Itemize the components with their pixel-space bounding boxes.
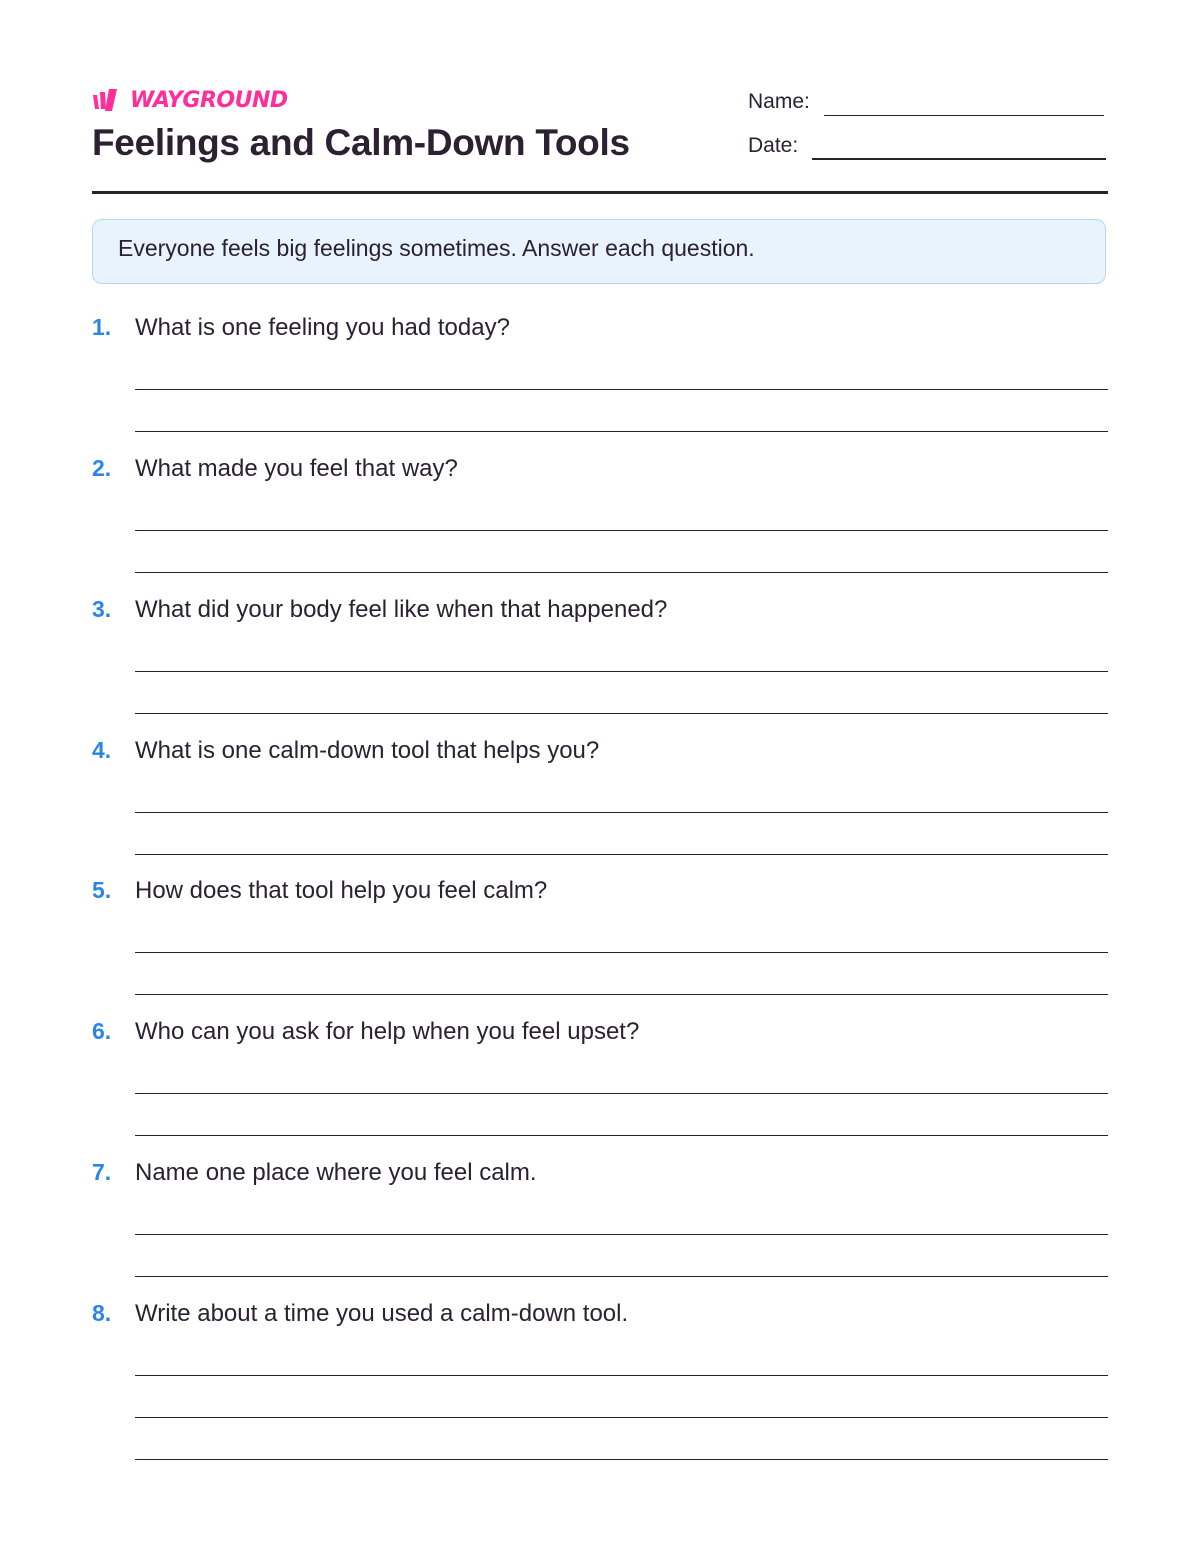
worksheet-page: [92, 0, 1108, 1552]
question-number: 1.: [92, 314, 112, 340]
question-text: What did your body feel like when that happened?: [135, 596, 668, 623]
name-input-line[interactable]: [824, 89, 1104, 116]
question-text: What made you feel that way?: [135, 455, 458, 482]
question-text: What is one calm-down tool that helps you?: [135, 737, 600, 764]
answer-line[interactable]: [135, 952, 1108, 953]
date-input-line[interactable]: [812, 132, 1106, 160]
answer-line[interactable]: [135, 713, 1108, 714]
answer-line[interactable]: [135, 1375, 1108, 1376]
date-field: [748, 132, 1106, 160]
answer-line[interactable]: [135, 812, 1108, 813]
answer-line[interactable]: [135, 1135, 1108, 1136]
answer-line[interactable]: [135, 854, 1108, 855]
question-number: 6.: [92, 1018, 112, 1044]
question-text: How does that tool help you feel calm?: [135, 877, 548, 904]
answer-line[interactable]: [135, 1234, 1108, 1235]
answer-line[interactable]: [135, 1276, 1108, 1277]
answer-line[interactable]: [135, 1093, 1108, 1094]
question-number: 8.: [92, 1300, 112, 1326]
question-number: 4.: [92, 737, 112, 763]
date-label: Date:: [748, 134, 799, 157]
page-title: Feelings and Calm-Down Tools: [92, 122, 630, 163]
instructions-box: [92, 219, 1106, 284]
question-number: 3.: [92, 596, 112, 622]
answer-line[interactable]: [135, 671, 1108, 672]
name-label: Name:: [748, 90, 810, 113]
answer-line[interactable]: [135, 530, 1108, 531]
answer-line[interactable]: [135, 431, 1108, 432]
answer-line[interactable]: [135, 389, 1108, 390]
name-field: [748, 88, 1104, 116]
answer-line[interactable]: [135, 572, 1108, 573]
answer-line[interactable]: [135, 1459, 1108, 1460]
brand-name: WAYGROUND: [130, 87, 288, 113]
question-text: Who can you ask for help when you feel upset?: [135, 1018, 640, 1045]
instructions-text: Everyone feels big feelings sometimes. Answer each question.: [118, 235, 755, 261]
question-text: What is one feeling you had today?: [135, 314, 510, 341]
question-text: Name one place where you feel calm.: [135, 1159, 537, 1186]
answer-line[interactable]: [135, 994, 1108, 995]
brand-logo: [92, 86, 288, 114]
question-number: 7.: [92, 1159, 112, 1185]
header-divider: [92, 191, 1108, 194]
question-number: 2.: [92, 455, 112, 481]
wayground-logo-icon: [92, 88, 126, 112]
question-text: Write about a time you used a calm-down tool.: [135, 1300, 629, 1327]
answer-line[interactable]: [135, 1417, 1108, 1418]
question-number: 5.: [92, 877, 112, 903]
